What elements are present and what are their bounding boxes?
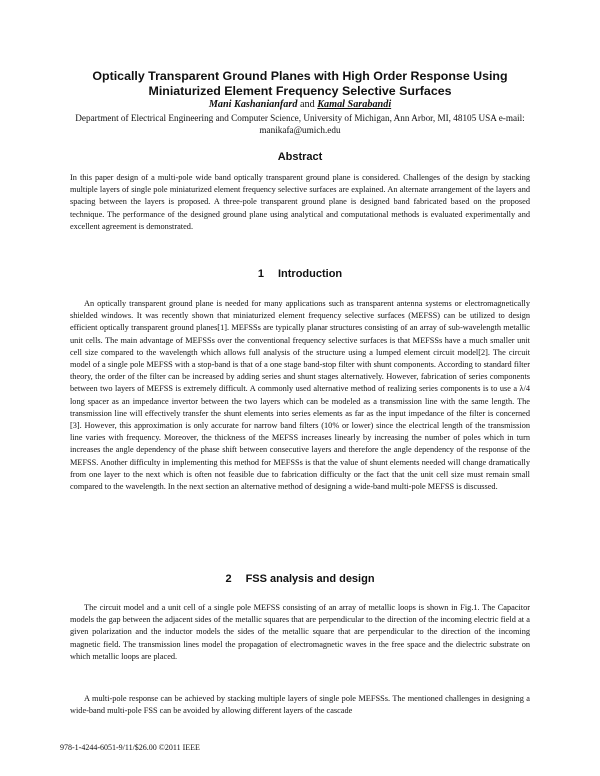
intro-paragraph: An optically transparent ground plane is needed for many applications such as transparent antenna systems or electromagnetically shielded windows. It was recently shown that miniaturized element frequency selective surfaces (MEFSS) can be utilized to design efficient optically transparent ground planes[1]. MEFSSs are typically planar structures consisting of an array of sub-wavelength metallic unit cells. The main advantage of MEFSSs over the conventional frequency selective surfaces is that MEFSSs have a much smaller unit cell size compared to the wavelength which allows full analysis of the structure using a lumped element circuit model[2]. The circuit model of a single pole MEFSS with a stop-band is that of a one stage band-stop filter with shunt components. According to standard filter theory, the order of the filter can be increased by adding series and shunt stages alternatively. However, fabrication of series components between two layers of MEFSS is extremely difficult. A commonly used alternative method of realizing series components is to use a λ/4 long spacer as an impedance invertor between the two layers which can be modeled as a transmission line with the same length. The transmission line will effectively transfer the shunt elements into series elements as far as the input impedance of the filter is concerned [3]. However, this approximation is only accurate for narrow band filters (10% or lower) since the electrical length of the transmission line varies with frequency. Moreover, the thickness of the MEFSS increases linearly by increasing the number of poles which in turn increases the angle dependency of the phase shift between consecutive layers and therefore the angle dependency of the response of the MEFSS. Another difficulty in implementing this method for MEFSSs is that the value of shunt elements needed will change dramatically from one layer to the next which is often not feasible due to fabrication difficulty or the fact that the unit cell size must remain small compared to the wavelength. In the next section an alternative method of designing a wide-band multi-pole MEFSS is discussed.: [70, 299, 530, 492]
section-number: 2: [225, 573, 232, 585]
section-title: Introduction: [277, 268, 343, 280]
author-line: [60, 99, 540, 111]
author-name-link[interactable]: Kamal Sarabandi: [317, 99, 392, 110]
abstract-text: In this paper design of a multi-pole wide band optically transparent ground plane is considered. Challenges of the design by stacking multiple layers of single pole miniaturized element frequency selective surfaces are explained. An alternate arrangement of the layers and spacing between the layers is proposed. A three-pole transparent ground plane is designed band fabricated based on the proposed technique. The performance of the designed ground plane using analytical and computational methods is evaluated experimentally and excellent agreement is demonstrated.: [70, 173, 530, 231]
section-number: 1: [257, 268, 264, 280]
paper-title: Optically Transparent Ground Planes with High Order Response Using Miniaturized Element Frequency Selective Surfaces: [92, 69, 508, 98]
author-separator: and: [297, 99, 318, 110]
copyright-footer: 978-1-4244-6051-9/11/$26.00 ©2011 IEEE: [60, 743, 200, 752]
section-title: FSS analysis and design: [245, 573, 375, 585]
author-name: Mani Kashanianfard: [208, 99, 298, 110]
section-heading: [0, 573, 600, 585]
body-paragraph: A multi-pole response can be achieved by stacking multiple layers of single pole MEFSSs. The mentioned challenges in designing a wide-band multi-pole FSS can be avoided by allowing different layers of the cascade: [70, 694, 530, 716]
body-paragraph: The circuit model and a unit cell of a single pole MEFSS consisting of an array of metallic loops is shown in Fig.1. The Capacitor models the gap between the adjacent sides of the metallic squares that are perpendicular to the direction of the incoming electric field at a given polarization and the inductor models the sides of the metallic square that are perpendicular to the direction of the incoming magnetic field. The transmission lines model the propagation of electromagnetic waves in the free space and the dielectric substrate on which metallic loops are placed.: [70, 603, 530, 661]
affiliation: Department of Electrical Engineering and Computer Science, University of Michigan, Ann Arbor, MI, 48105 USA e-mail: manikafa@umich.edu: [75, 113, 525, 135]
section-heading: [0, 268, 600, 280]
abstract-heading: Abstract: [277, 151, 323, 163]
